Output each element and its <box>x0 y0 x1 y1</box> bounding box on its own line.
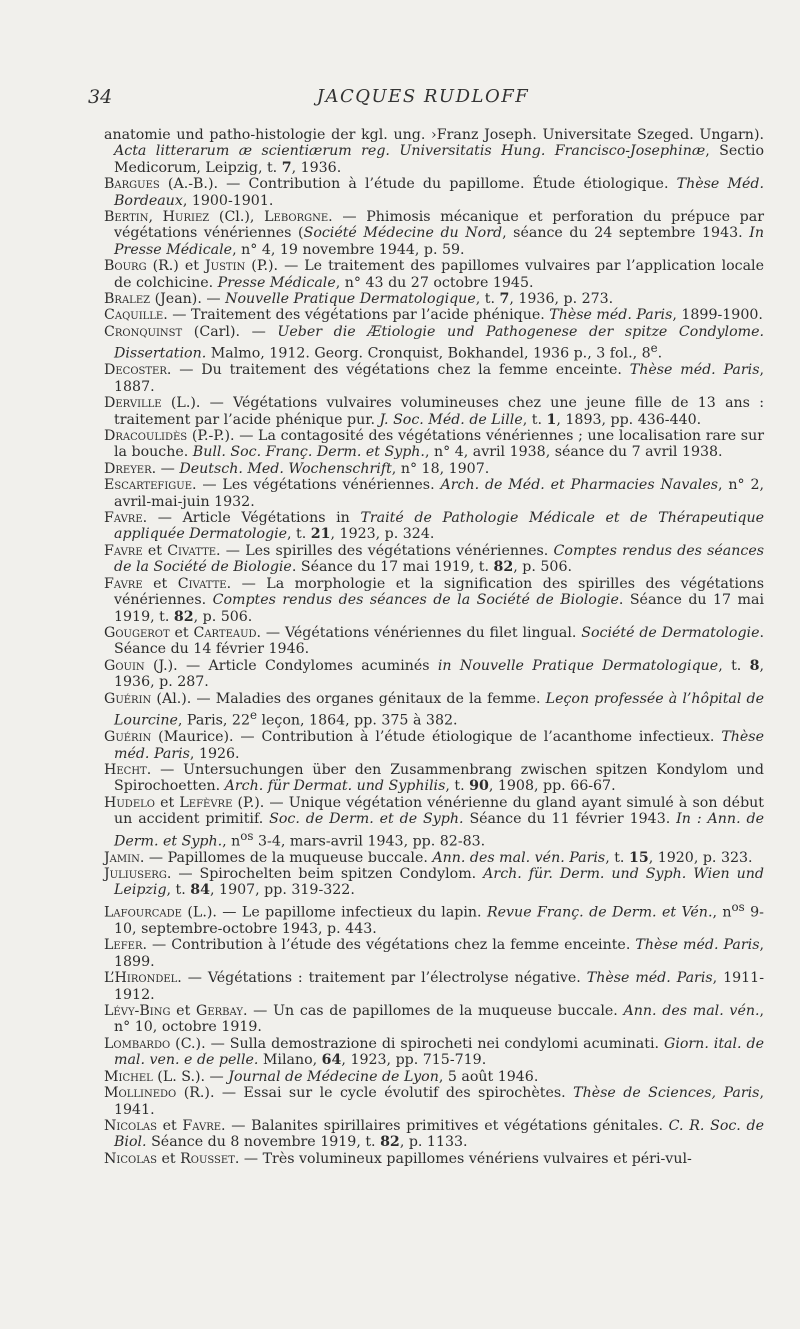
bibliography-entry: Dracoulidès (P.-P.). — La contagosité des végétations vénériennes ; une localisation rare sur la bouche. Bull. Soc. Franç. Derm. et Syph., n° 4, avril 1938, séance du 7 avril 1938. <box>104 428 764 461</box>
bibliography-entry: Lévy-Bing et Gerbay. — Un cas de papillomes de la muqueuse buccale. Ann. des mal. vén., n° 10, octobre 1919. <box>104 1003 764 1036</box>
bibliography-entry: Jamin. — Papillomes de la muqueuse buccale. Ann. des mal. vén. Paris, t. 15, 1920, p. 323. <box>104 849 753 866</box>
bibliography-entry: Escartefigue. — Les végétations vénériennes. Arch. de Méd. et Pharmacies Navales, n° 2, avril-mai-juin 1932. <box>104 477 765 510</box>
page-number: 34 <box>88 86 113 108</box>
bibliography-entry: Lefer. — Contribution à l’étude des végétations chez la femme enceinte. Thèse méd. Paris, 1899. <box>104 937 764 970</box>
bibliography-entry: Juliuserg. — Spirochelten beim spitzen Condylom. Arch. für. Derm. und Syph. Wien und Leipzig, t. 84, 1907, pp. 319-322. <box>104 866 764 899</box>
bibliography-entry: Bertin, Huriez (Cl.), Leborgne. — Phimosis mécanique et perforation du prépuce par végétations vénériennes (Société Médecine du Nord, séance du 24 septembre 1943. In Presse Médicale, n° 4, 19 novembre 1944, p. 59. <box>104 209 765 258</box>
bibliography-entry: Nicolas et Favre. — Balanites spirillaires primitives et végétations génitales. C. R. Soc. de Biol. Séance du 8 novembre 1919, t. 82, p. 1133. <box>104 1117 764 1151</box>
bibliography-entry: Cronquinst (Carl). — Ueber die Ætiologie und Pathogenese der spitze Condylome. Dissertation. Malmo, 1912. Georg. Cronquist, Bokhandel, 1936 p., 3 fol., 8e. <box>104 323 764 363</box>
bibliography-list <box>104 127 764 1167</box>
running-title: JACQUES RUDLOFF <box>316 86 530 107</box>
bibliography-entry: Mollinedo (R.). — Essai sur le cycle évolutif des spirochètes. Thèse de Sciences, Paris, 1941. <box>104 1085 764 1118</box>
bibliography-entry: Favre. — Article Végétations in Traité de Pathologie Médicale et de Thérapeutique appliquée Dermatologie, t. 21, 1923, p. 324. <box>104 510 764 543</box>
bibliography-entry: Lombardo (C.). — Sulla demostrazione di spirocheti nei condylomi acuminati. Giorn. ital. de mal. ven. e de pelle. Milano, 64, 1923, pp. 715-719. <box>104 1035 764 1069</box>
bibliography-entry: Decoster. — Du traitement des végétations chez la femme enceinte. Thèse méd. Paris, 1887. <box>104 362 764 395</box>
bibliography-entry: Gougerot et Carteaud. — Végétations vénériennes du filet lingual. Société de Dermatologie. Séance du 14 février 1946. <box>104 624 765 658</box>
bibliography-entry: Caquille. — Traitement des végétations par l’acide phénique. Thèse méd. Paris, 1899-1900. <box>104 307 763 324</box>
bibliography-entry: Derville (L.). — Végétations vulvaires volumineuses chez une jeune fille de 13 ans : traitement par l’acide phénique pur. J. Soc. Méd. de Lille, t. 1, 1893, pp. 436-440. <box>104 395 764 428</box>
bibliography-entry: Dreyer. — Deutsch. Med. Wochenschrift, n° 18, 1907. <box>104 460 490 477</box>
bibliography-entry: Bourg (R.) et Justin (P.). — Le traitement des papillomes vulvaires par l’application locale de colchicine. Presse Médicale, n° 43 du 27 octobre 1945. <box>104 258 764 291</box>
bibliography-entry: Nicolas et Rousset. — Très volumineux papillomes vénériens vulvaires et péri-vul- <box>104 1150 692 1167</box>
bibliography-entry: Guérin (Maurice). — Contribution à l’étude étiologique de l’acanthome infectieux. Thèse méd. Paris, 1926. <box>104 729 764 762</box>
bibliography-entry: Hudelo et Lefèvre (P.). — Unique végétation vénérienne du gland ayant simulé à son début un accident primitif. Soc. de Derm. et de Syph. Séance du 11 février 1943. In : Ann. de Derm. et Syph., $n^{os}$ 3-4, mars-avril 1943, pp. 82-83. <box>104 794 764 850</box>
bibliography-entry: Lafourcade (L.). — Le papillome infectieux du lapin. Revue Franç. de Derm. et Vén., $n^{os}$ 9-10, septembre-octobre 1943, p. 443. <box>104 899 764 938</box>
bibliography-entry: Bralez (Jean). — Nouvelle Pratique Dermatologique, t. 7, 1936, p. 273. <box>104 291 614 308</box>
bibliography-entry: Hecht. — Untersuchungen über den Zusammenbrang zwischen spitzen Kondylom und Spirochoetten. Arch. für Dermat. und Syphilis, t. 90, 1908, pp. 66-67. <box>104 761 764 795</box>
bibliography-entry: Bargues (A.-B.). — Contribution à l’étude du papillome. Étude étiologique. Thèse Méd. Bordeaux, 1900-1901. <box>104 176 764 209</box>
page-header <box>88 86 758 116</box>
bibliography-entry: Michel (L. S.). — Journal de Médecine de Lyon, 5 août 1946. <box>104 1068 539 1085</box>
bibliography-entry: anatomie und patho-histologie der kgl. ung. ›Franz Joseph. Universitate Szeged. Ungarn). Acta litterarum æ scientiærum reg. Universitatis Hung. Francisco-Josephinæ, Sectio Medicorum, Leipzig, t. 7, 1936. <box>104 127 764 176</box>
bibliography-entry: Gouin (J.). — Article Condylomes acuminés in Nouvelle Pratique Dermatologique, t. 8, 1936, p. 287. <box>104 657 765 691</box>
bibliography-entry: Guérin (Al.). — Maladies des organes génitaux de la femme. Leçon professée à l’hôpital de Lourcine, Paris, 22e leçon, 1864, pp. 375 à 382. <box>104 690 764 729</box>
bibliography-entry: Favre et Civatte. — La morphologie et la signification des spirilles des végétations vénériennes. Comptes rendus des séances de la Société de Biologie. Séance du 17 mai 1919, t. 82, p. 506. <box>104 575 765 625</box>
bibliography-entry: Favre et Civatte. — Les spirilles des végétations vénériennes. Comptes rendus des séances de la Société de Biologie. Séance du 17 mai 1919, t. 82, p. 506. <box>104 542 765 576</box>
bibliography-entry: L’Hirondel. — Végétations : traitement par l’électrolyse négative. Thèse méd. Paris, 1911-1912. <box>104 970 765 1003</box>
